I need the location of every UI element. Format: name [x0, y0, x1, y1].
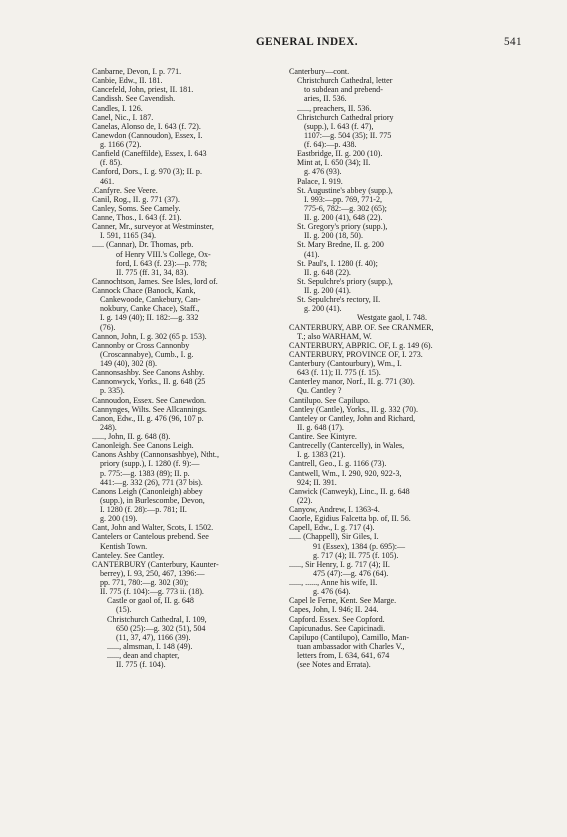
index-line: Capes, John, I. 946; II. 244. [289, 605, 379, 615]
index-line: (supp.), in Burlescombe, Devon, [100, 495, 205, 505]
index-line: Canil, Rog., II. g. 771 (37). [92, 194, 180, 204]
index-line: ...... (Cannar), Dr. Thomas, prb. [92, 240, 194, 250]
index-line: Capicunadus. See Capicinadi. [289, 623, 386, 633]
index-line: Canyow, Andrew, I. 1363-4. [289, 505, 380, 514]
page-number: 541 [504, 36, 522, 48]
index-line: ......, dean and chapter, [107, 651, 180, 660]
index-line: Qu. Cantley ? [297, 386, 342, 396]
index-line: Canonleigh. See Canons Leigh. [92, 441, 194, 451]
index-line: ......, John, II. g. 648 (8). [92, 432, 171, 441]
index-line: Cannonby or Cross Cannonby [92, 340, 190, 350]
index-line: I. 1280 (f. 28):—p. 781; II. [100, 505, 187, 514]
index-line: Palace, I. 919. [297, 176, 343, 186]
index-line: ......, ......, Anne his wife, II. [289, 578, 378, 587]
index-line: Canterley manor, Norf., II. g. 771 (30). [289, 377, 415, 387]
index-line: 475 (47):—g. 476 (64). [313, 568, 389, 578]
index-line: ford, I. 643 (f. 23):—p. 778; [116, 258, 207, 268]
index-line: berrey), I. 93, 250, 467, 1396:— [100, 568, 205, 578]
index-line: 461. [100, 176, 115, 186]
index-line: 775-6, 782:—g. 302 (65); [304, 203, 387, 213]
index-line: p. 775:—g. 1383 (89); II. p. [100, 468, 190, 478]
index-line: Cannon, John, I. g. 302 (65 p. 153). [92, 331, 207, 341]
index-line: Cantwell, Wm., I. 290, 920, 922-3, [289, 468, 402, 478]
index-line: (see Notes and Errata). [297, 660, 371, 670]
index-line: Cant, John and Walter, Scots, I. 1502. [92, 523, 214, 533]
index-line: (11, 37, 47), 1166 (39). [116, 632, 191, 642]
index-line: II. 775 (f. 104):—g. 773 ii. (18). [100, 587, 204, 597]
index-line: St. Sepulchre's rectory, II. [297, 295, 381, 305]
index-line: Cannynges, Wilts. See Allcannings. [92, 404, 207, 414]
index-line: priory (supp.), I. 1280 (f. 9):— [100, 459, 200, 469]
index-line: Candissh. See Cavendish. [92, 94, 176, 104]
index-line: g. 200 (41). [304, 304, 342, 314]
index-line: g. 476 (64). [313, 587, 351, 597]
index-line: II. g. 648 (17). [297, 422, 344, 432]
index-line: (supp.), I. 643 (f. 47), [304, 121, 374, 131]
index-line: Canley, Soms. See Camely. [92, 203, 181, 213]
index-line: p. 335). [100, 386, 125, 396]
index-line: Cannonwyck, Yorks., II. g. 648 (25 [92, 377, 206, 387]
index-line: Capilupo (Cantilupo), Camillo, Man- [289, 632, 410, 642]
index-line: (f. 85). [100, 158, 123, 168]
index-line: Cannochtson, James. See Isles, lord of. [92, 276, 218, 286]
index-line: 91 (Essex), 1384 (p. 695):— [313, 541, 406, 551]
index-line: g. 1166 (72). [100, 140, 142, 149]
index-line: Canford, Dors., I. g. 970 (3); II. p. [92, 167, 202, 177]
index-line: pp. 771, 780:—g. 302 (30); [100, 578, 189, 587]
index-line: tuan ambassador with Charles V., [297, 641, 405, 651]
index-line: 248). [100, 422, 117, 432]
index-line: I. 591, 1165 (34). [100, 231, 157, 241]
index-line: Canewdon (Cannoudon), Essex, I. [92, 130, 203, 140]
index-line: II. 775 (ff. 31, 34, 83). [116, 267, 189, 277]
index-line: 1107:—g. 504 (35); II. 775 [304, 130, 392, 140]
index-line: Canelas, Alonso de, I. 643 (f. 72). [92, 121, 201, 131]
index-line: Canbie, Edw., II. 181. [92, 76, 163, 86]
index-line: II. 775 (f. 104). [116, 660, 166, 670]
index-line: Cantire. See Kintyre. [289, 432, 357, 441]
index-line: Cantley (Cantle), Yorks., II. g. 332 (70). [289, 404, 418, 414]
index-line: (76). [100, 322, 116, 332]
index-line: 149 (40), 302 (8). [100, 359, 157, 368]
index-line: Canne, Thos., I. 643 (f. 21). [92, 213, 182, 222]
index-line: Kentish Town. [100, 541, 148, 551]
index-line: Cankewoode, Cankebury, Can- [100, 295, 201, 305]
index-line: Cantrecelly (Cantercelly), in Wales, [289, 441, 405, 451]
index-line: 924; II. 391. [297, 477, 337, 487]
index-line: Canteley. See Cantley. [92, 550, 165, 560]
index-line: Capell, Edw., I. g. 717 (4). [289, 523, 375, 533]
index-line: (22). [297, 495, 313, 505]
index-line: St. Mary Bredne, II. g. 200 [297, 240, 384, 250]
running-title: GENERAL INDEX. [256, 36, 358, 48]
index-line: Cantilupo. See Capilupo. [289, 395, 370, 405]
index-line: Canterbury (Cantourbury), Wm., I. [289, 359, 402, 368]
index-line: Canner, Mr., surveyor at Westminster, [92, 222, 214, 232]
index-line: CANTERBURY, PROVINCE OF, I. 273. [289, 349, 423, 359]
index-line: Canfield (Caneffilde), Essex, I. 643 [92, 149, 207, 159]
index-line: Caorle, Egidius Falcetta bp. of, II. 56. [289, 514, 411, 524]
index-line: g. 717 (4); II. 775 (f. 105). [313, 550, 399, 560]
index-line: Eastbridge, II. g. 200 (10). [297, 149, 383, 159]
index-line: CANTERBURY, ABP. OF. See CRANMER, [289, 322, 434, 332]
page-header [92, 36, 522, 54]
index-line: Canwick (Canweyk), Linc., II. g. 648 [289, 486, 410, 496]
index-line: Cannock Chace (Banock, Kank, [92, 286, 196, 295]
index-line: Cantrell, Geo., I. g. 1166 (73). [289, 459, 387, 469]
index-line: Cantelers or Cantelous prebend. See [92, 532, 209, 542]
index-line: II. g. 200 (18, 50). [304, 231, 363, 241]
index-line: Canterbury—cont. [289, 67, 350, 76]
index-line: (f. 64):—p. 438. [304, 140, 357, 149]
index-line: (41). [304, 249, 320, 259]
index-line: I. 993:—pp. 769, 771-2, [304, 194, 383, 204]
index-line: Candles, I. 126. [92, 103, 143, 113]
index-line: ......, Sir Henry, I. g. 717 (4); II. [289, 559, 390, 569]
index-line: Capel le Ferne, Kent. See Marge. [289, 596, 397, 606]
index-line: Cancefeld, John, priest, II. 181. [92, 85, 194, 95]
index-line: I. g. 1383 (21). [297, 450, 346, 460]
index-line: Canbarne, Devon, I. p. 771. [92, 67, 182, 76]
index-line: ......, almsman, I. 148 (49). [107, 641, 193, 651]
index-column-left [92, 67, 302, 669]
index-line: Canons Ashby (Cannonsashbye), Ntht., [92, 450, 219, 460]
index-line: g. 476 (93). [304, 167, 342, 177]
index-line: St. Augustine's abbey (supp.), [297, 185, 393, 195]
index-line: Christchurch Cathedral, I. 109, [107, 614, 207, 624]
index-line: St. Paul's, I. 1280 (f. 40); [297, 258, 378, 268]
index-line: to subdean and prebend- [304, 85, 383, 95]
index-line: aries, II. 536. [304, 94, 347, 104]
index-line: Mint at, I. 650 (34); II. [297, 158, 371, 168]
index-line: g. 200 (19). [100, 514, 138, 524]
index-line: of Henry VIII.'s College, Ox- [116, 249, 211, 259]
index-line: ...... (Chappell), Sir Giles, I. [289, 532, 379, 542]
index-line: 643 (f. 11); II. 775 (f. 15). [297, 368, 381, 378]
index-line: (Croscannabye), Cumb., I. g. [100, 349, 194, 359]
index-line: St. Sepulchre's priory (supp.), [297, 276, 393, 286]
index-line: 650 (25):—g. 302 (51), 504 [116, 623, 206, 633]
index-line: Christchurch Cathedral priory [297, 112, 394, 122]
index-line: 441:—g. 332 (26), 771 (37 bis). [100, 477, 203, 487]
index-line: Castle or gaol of, II. g. 648 [107, 596, 194, 606]
index-line: Canons Leigh (Canonleigh) abbey [92, 486, 203, 496]
index-line: Westgate gaol, I. 748. [357, 313, 427, 323]
index-line: II. g. 200 (41), 648 (22). [304, 213, 383, 222]
index-line: Cannonsashby. See Canons Ashby. [92, 368, 205, 378]
index-line: II. g. 648 (22). [304, 267, 351, 277]
index-line: nokbury, Canke Chace), Staff., [100, 304, 200, 314]
index-line: Canon, Edw., II. g. 476 (96, 107 p. [92, 413, 204, 423]
index-line: ......, preachers, II. 536. [297, 103, 372, 113]
index-line: St. Gregory's priory (supp.), [297, 222, 388, 232]
index-line: letters from, I. 634, 641, 674 [297, 651, 390, 660]
index-line: .Canfyre. See Veere. [92, 185, 158, 195]
index-line: Canteley or Cantley, John and Richard, [289, 413, 416, 423]
index-line: II. g. 200 (41). [304, 286, 351, 295]
index-line: Christchurch Cathedral, letter [297, 76, 393, 86]
index-line: Canel, Nic., I. 187. [92, 112, 154, 122]
index-line: (15). [116, 605, 132, 615]
index-line: I. g. 149 (40); II. 182:—g. 332 [100, 313, 199, 323]
index-line: Capford. Essex. See Copford. [289, 614, 385, 624]
index-line: CANTERBURY (Canterbury, Kaunter- [92, 559, 219, 569]
index-column-right [289, 67, 521, 669]
index-line: T.; also WARHAM, W. [297, 331, 372, 341]
index-line: CANTERBURY, ABPRIC. OF, I. g. 149 (6). [289, 340, 433, 350]
index-line: Cannoudon, Essex. See Canewdon. [92, 395, 206, 405]
